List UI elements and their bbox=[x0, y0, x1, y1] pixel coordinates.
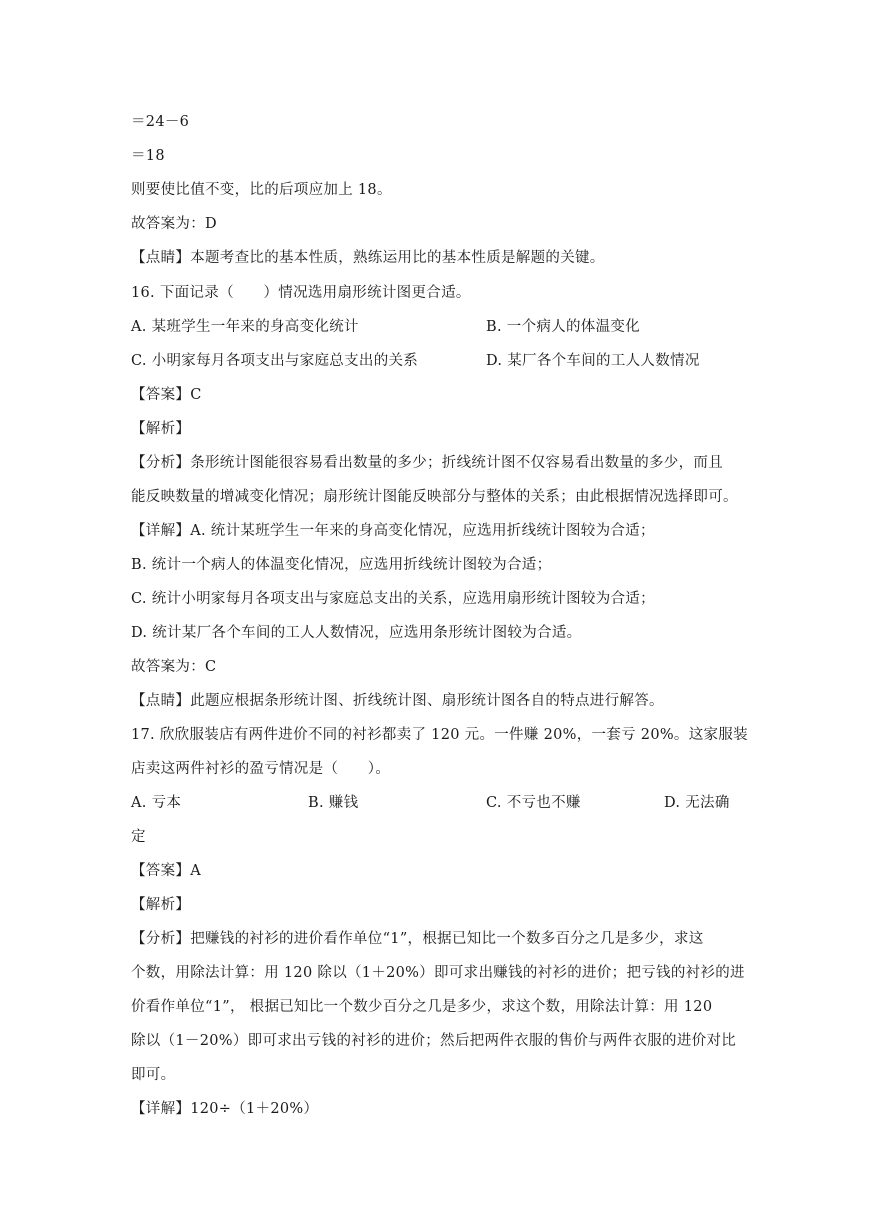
detail-16-a: 【详解】A. 统计某班学生一年来的身高变化情况，应选用折线统计图较为合适； bbox=[131, 523, 655, 539]
answer-17: 【答案】A bbox=[131, 863, 201, 879]
calc-step-2: ＝18 bbox=[131, 148, 165, 164]
answer-16: 【答案】C bbox=[131, 387, 202, 403]
comment-16: 【点睛】此题应根据条形统计图、折线统计图、扇形统计图各自的特点进行解答。 bbox=[131, 693, 664, 709]
answer-16-final: 故答案为：C bbox=[131, 659, 217, 675]
q16-option-c: C. 小明家每月各项支出与家庭总支出的关系 bbox=[131, 353, 419, 369]
answer-15: 故答案为：D bbox=[131, 216, 217, 232]
analysis-heading-16: 【解析】 bbox=[131, 421, 191, 437]
analysis-16-line-2: 能反映数量的增减变化情况；扇形统计图能反映部分与整体的关系；由此根据情况选择即可。 bbox=[131, 489, 738, 505]
q16-option-a: A. 某班学生一年来的身高变化统计 bbox=[131, 319, 359, 335]
analysis-heading-17: 【解析】 bbox=[131, 897, 191, 913]
q17-option-c: C. 不亏也不赚 bbox=[486, 795, 581, 811]
analysis-17-line-5: 即可。 bbox=[131, 1067, 176, 1083]
comment-15: 【点睛】本题考查比的基本性质，熟练运用比的基本性质是解题的关键。 bbox=[131, 250, 605, 266]
q17-option-a: A. 亏本 bbox=[131, 795, 182, 811]
q16-option-d: D. 某厂各个车间的工人人数情况 bbox=[486, 353, 700, 369]
q16-option-b: B. 一个病人的体温变化 bbox=[486, 319, 640, 335]
q17-option-d: D. 无法确 bbox=[664, 795, 730, 811]
question-17-line-2: 店卖这两件衬衫的盈亏情况是（ ）。 bbox=[131, 761, 391, 777]
analysis-17-line-3: 价看作单位“1”， 根据已知比一个数少百分之几是多少，求这个数，用除法计算：用 120 bbox=[131, 999, 713, 1015]
question-16: 16. 下面记录（ ）情况选用扇形统计图更合适。 bbox=[131, 285, 471, 301]
detail-16-b: B. 统计一个病人的体温变化情况，应选用折线统计图较为合适； bbox=[131, 557, 552, 573]
conclusion-text: 则要使比值不变，比的后项应加上 18。 bbox=[131, 182, 392, 198]
calc-step-1: ＝24－6 bbox=[131, 114, 190, 130]
detail-16-c: C. 统计小明家每月各项支出与家庭总支出的关系，应选用扇形统计图较为合适； bbox=[131, 591, 655, 607]
q17-option-b: B. 赚钱 bbox=[308, 795, 359, 811]
q17-option-d-wrap: 定 bbox=[131, 829, 146, 845]
question-17-line-1: 17. 欣欣服装店有两件进价不同的衬衫都卖了 120 元。一件赚 20%，一套亏 20%。这家服装 bbox=[131, 727, 748, 743]
analysis-17-line-4: 除以（1－20%）即可求出亏钱的衬衫的进价；然后把两件衣服的售价与两件衣服的进价对比 bbox=[131, 1033, 737, 1049]
analysis-17-line-2: 个数，用除法计算：用 120 除以（1＋20%）即可求出赚钱的衬衫的进价；把亏钱的衬衫的进 bbox=[131, 965, 745, 981]
detail-17: 【详解】120÷（1＋20%） bbox=[131, 1101, 319, 1117]
analysis-16-line-1: 【分析】条形统计图能很容易看出数量的多少；折线统计图不仅容易看出数量的多少，而且 bbox=[131, 455, 723, 471]
detail-16-d: D. 统计某厂各个车间的工人人数情况，应选用条形统计图较为合适。 bbox=[131, 625, 582, 641]
analysis-17-line-1: 【分析】把赚钱的衬衫的进价看作单位“1”，根据已知比一个数多百分之几是多少，求这 bbox=[131, 931, 704, 947]
